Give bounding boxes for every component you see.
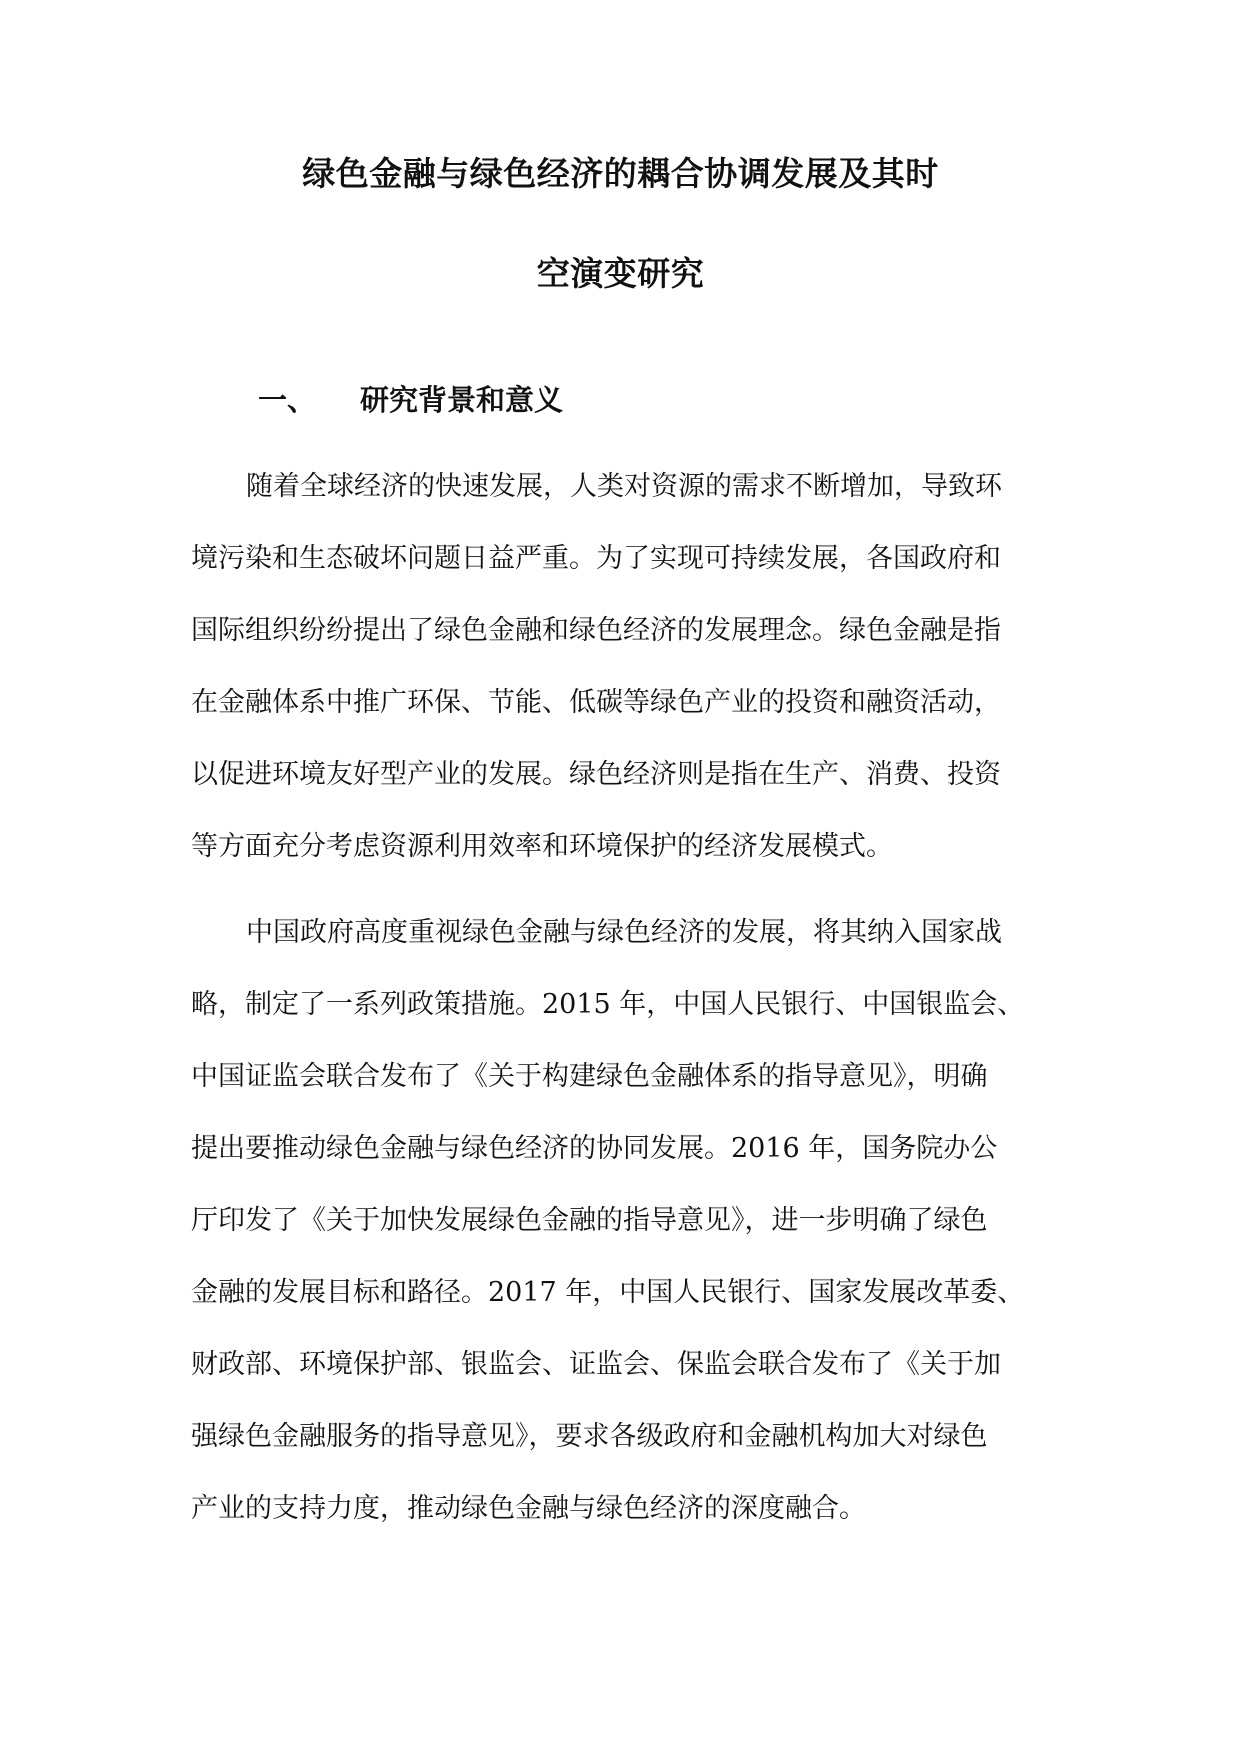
paragraph-1-line-5: 以促进环境友好型产业的发展。绿色经济则是指在生产、消费、投资 [191, 759, 1001, 790]
paragraph-1-line-1: 随着全球经济的快速发展，人类对资源的需求不断增加，导致环 [246, 471, 1002, 502]
paragraph-2-line-8: 强绿色金融服务的指导意见》，要求各级政府和金融机构加大对绿色 [191, 1421, 988, 1452]
document-title-line-2: 空演变研究 [536, 254, 705, 293]
paragraph-2-line-7: 财政部、环境保护部、银监会、证监会、保监会联合发布了《关于加 [191, 1349, 1001, 1380]
paragraph-2-line-2: 略，制定了一系列政策措施。2015 年，中国人民银行、中国银监会、 [191, 989, 1025, 1020]
paragraph-2-line-4: 提出要推动绿色金融与绿色经济的协同发展。2016 年，国务院办公 [191, 1133, 998, 1164]
paragraph-1-line-6: 等方面充分考虑资源利用效率和环境保护的经济发展模式。 [191, 831, 893, 862]
paragraph-1-line-4: 在金融体系中推广环保、节能、低碳等绿色产业的投资和融资活动， [191, 687, 1001, 718]
paragraph-2-line-5: 厅印发了《关于加快发展绿色金融的指导意见》，进一步明确了绿色 [191, 1205, 988, 1236]
section-title: 研究背景和意义 [360, 383, 564, 417]
section-heading [258, 380, 563, 420]
document-title-line-1: 绿色金融与绿色经济的耦合协调发展及其时 [302, 154, 939, 193]
paragraph-2-line-9: 产业的支持力度，推动绿色金融与绿色经济的深度融合。 [191, 1493, 866, 1524]
paragraph-1-line-2: 境污染和生态破坏问题日益严重。为了实现可持续发展，各国政府和 [191, 543, 1001, 574]
paragraph-1-line-3: 国际组织纷纷提出了绿色金融和绿色经济的发展理念。绿色金融是指 [191, 615, 1001, 646]
paragraph-2-line-3: 中国证监会联合发布了《关于构建绿色金融体系的指导意见》，明确 [191, 1061, 988, 1092]
paragraph-2-line-6: 金融的发展目标和路径。2017 年，中国人民银行、国家发展改革委、 [191, 1277, 1025, 1308]
paragraph-2-line-1: 中国政府高度重视绿色金融与绿色经济的发展，将其纳入国家战 [246, 917, 1002, 948]
section-number: 一、 [258, 383, 317, 417]
